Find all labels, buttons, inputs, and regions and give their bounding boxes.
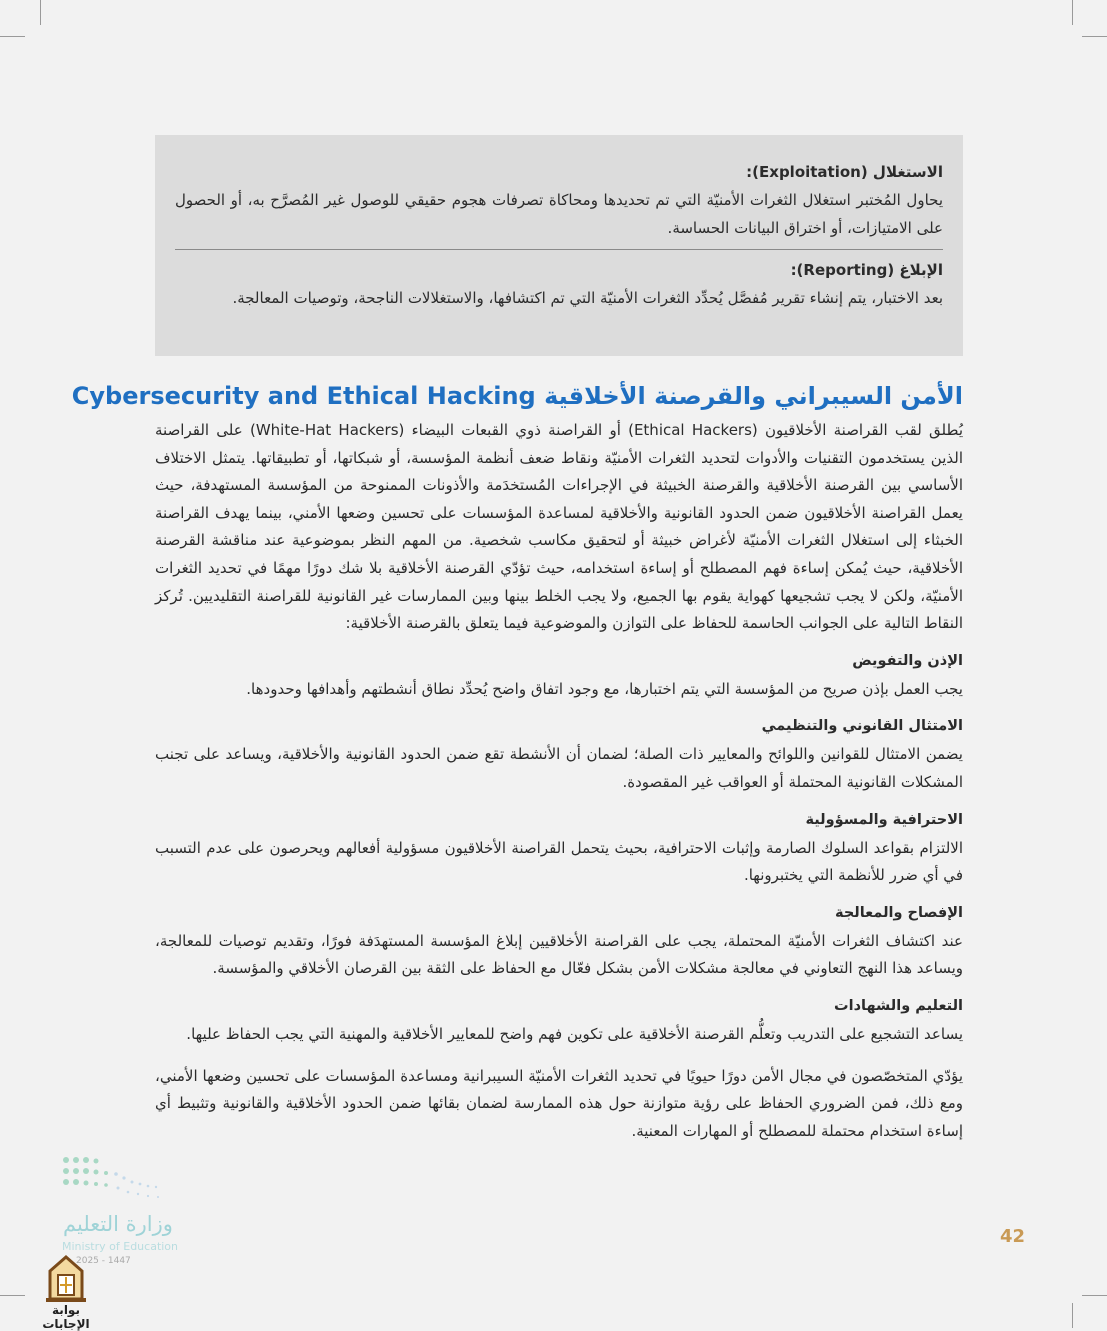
ministry-year: 2025 - 1447	[76, 1256, 131, 1266]
crop-mark	[1072, 0, 1073, 25]
section-heading	[71, 378, 963, 414]
reporting-text: بعد الاختبار، يتم إنشاء تقرير مُفصَّل يُحدِّد الثغرات الأمنيّة التي تم اكتشافها، والاستغلالات الناجحة، وتوصيات المعالجة.	[232, 289, 943, 307]
section-text: يجب العمل بإذن صريح من المؤسسة التي يتم اختبارها، مع وجود اتفاق واضح يُحدِّد نطاق أنشطتهم وأهدافها وحدودها.	[246, 679, 963, 698]
portal-logo	[28, 1255, 104, 1331]
section-text: عند اكتشاف الثغرات الأمنيّة المحتملة، يجب على القراصنة الأخلاقيين إبلاغ المؤسسة المستهدَفة فورًا، وتقديم توصيات للمعالجة، ويساعد هذا النهج التعاوني في معالجة مشكلات الأمن بشكل فعّال مع الحفاظ على الثقة بين القرصان الأخلاقي والمؤسسة.	[155, 931, 963, 978]
process-steps-box	[155, 135, 963, 356]
crop-mark	[40, 0, 41, 25]
crop-mark	[1072, 1303, 1073, 1328]
section-text: الالتزام بقواعد السلوك الصارمة وإثبات الاحترافية، بحيث يتحمل القراصنة الأخلاقيون مسؤولية أفعالهم ويحرصون على عدم التسبب في أي ضرر للأنظمة التي يختبرونها.	[155, 838, 963, 885]
intro-paragraph: يُطلق لقب القراصنة الأخلاقيون (Ethical Hackers) أو القراصنة ذوي القبعات البيضاء (White-Hat Hackers) على القراصنة الذين يستخدمون التقنيات والأدوات لتحديد الثغرات الأمنيّة ونقاط ضعف أنظمة المؤسسة، أو شبكاتها، أو تطبيقاتها. يتمثل الاختلاف الأساسي بين القرصنة الأخلاقية والقرصنة الخبيثة في الإجراءات المُستخدَمة والأذونات الممنوحة من المؤسسة المستهدفة، حيث يعمل القراصنة الأخلاقيون ضمن الحدود القانونية والأخلاقية لمساعدة المؤسسات على تحسين وضعها الأمني، بينما يهدف القراصنة الخبثاء إلى استغلال الثغرات الأمنيّة لأغراض خبيثة أو لتحقيق مكاسب شخصية. من المهم النظر بموضوعية عند مناقشة القرصنة الأخلاقية، حيث يُمكن إساءة فهم المصطلح أو إساءة استخدامه، حيث تؤدّي القرصنة الأخلاقية بلا شك دورًا مهمًا في تحديد الثغرات الأمنيّة، ولكن لا يجب تشجيعها كهواية يقوم بها الجميع، ولا يجب الخلط بينها وبين الممارسات غير القانونية للقراصنة التقليديين. تُركز النقاط التالية على الجوانب الحاسمة للحفاظ على التوازن والموضوعية فيما يتعلق بالقرصنة الأخلاقية:	[155, 421, 963, 633]
crop-mark	[0, 36, 25, 37]
heading-arabic: الأمن السيبراني والقرصنة الأخلاقية	[544, 382, 963, 410]
section-title: الامتثال القانوني والتنظيمي	[761, 718, 963, 735]
reporting-title: الإبلاغ (Reporting):	[790, 261, 943, 279]
section-title: الإذن والتفويض	[852, 652, 963, 669]
ministry-name-arabic: وزارة التعليم	[63, 1212, 173, 1236]
conclusion-paragraph: يؤدّي المتخصّصون في مجال الأمن دورًا حيويًا في تحديد الثغرات الأمنيّة السيبرانية ومساعدة المؤسسات على تحسين وضعها الأمني، ومع ذلك، فمن الضروري الحفاظ على رؤية متوازنة حول هذه الممارسة لضمان بقائها ضمن الحدود الأخلاقية والقانونية وتثبيط أي إساءة استخدام محتملة للمصطلح أو المهارات المعنية.	[155, 1066, 963, 1140]
exploitation-title: الاستغلال (Exploitation):	[746, 163, 943, 181]
heading-english: Cybersecurity and Ethical Hacking	[71, 382, 536, 410]
section-text: يساعد التشجيع على التدريب وتعلُّم القرصنة الأخلاقية على تكوين فهم واضح للمعايير الأخلاقية والمهنية التي يجب الحفاظ عليها.	[186, 1024, 963, 1043]
section-title: التعليم والشهادات	[834, 997, 963, 1014]
ministry-name-english: Ministry of Education	[62, 1240, 179, 1253]
exploitation-text: يحاول المُختبر استغلال الثغرات الأمنيّة التي تم تحديدها ومحاكاة تصرفات هجوم حقيقي للوصول غير المُصرَّح به، أو الحصول على الامتيازات، أو اختراق البيانات الحساسة.	[175, 191, 943, 237]
portal-label: بوابة الإجابات	[42, 1303, 90, 1331]
crop-mark	[1082, 36, 1107, 37]
ministry-dots-icon	[58, 1152, 208, 1204]
ministry-logo	[58, 1152, 208, 1266]
section-text: يضمن الامتثال للقوانين واللوائح والمعايير ذات الصلة؛ لضمان أن الأنشطة تقع ضمن الحدود القانونية والأخلاقية، ويساعد على تجنب المشكلات القانونية المحتملة أو العواقب غير المقصودة.	[155, 745, 963, 791]
main-content	[155, 417, 963, 1145]
page-number: 42	[1000, 1226, 1026, 1247]
section-title: الإفصاح والمعالجة	[835, 904, 963, 921]
crop-mark	[0, 1295, 25, 1296]
lantern-icon	[28, 1255, 104, 1303]
crop-mark	[1082, 1295, 1107, 1296]
divider	[175, 249, 943, 250]
section-title: الاحترافية والمسؤولية	[805, 811, 963, 828]
